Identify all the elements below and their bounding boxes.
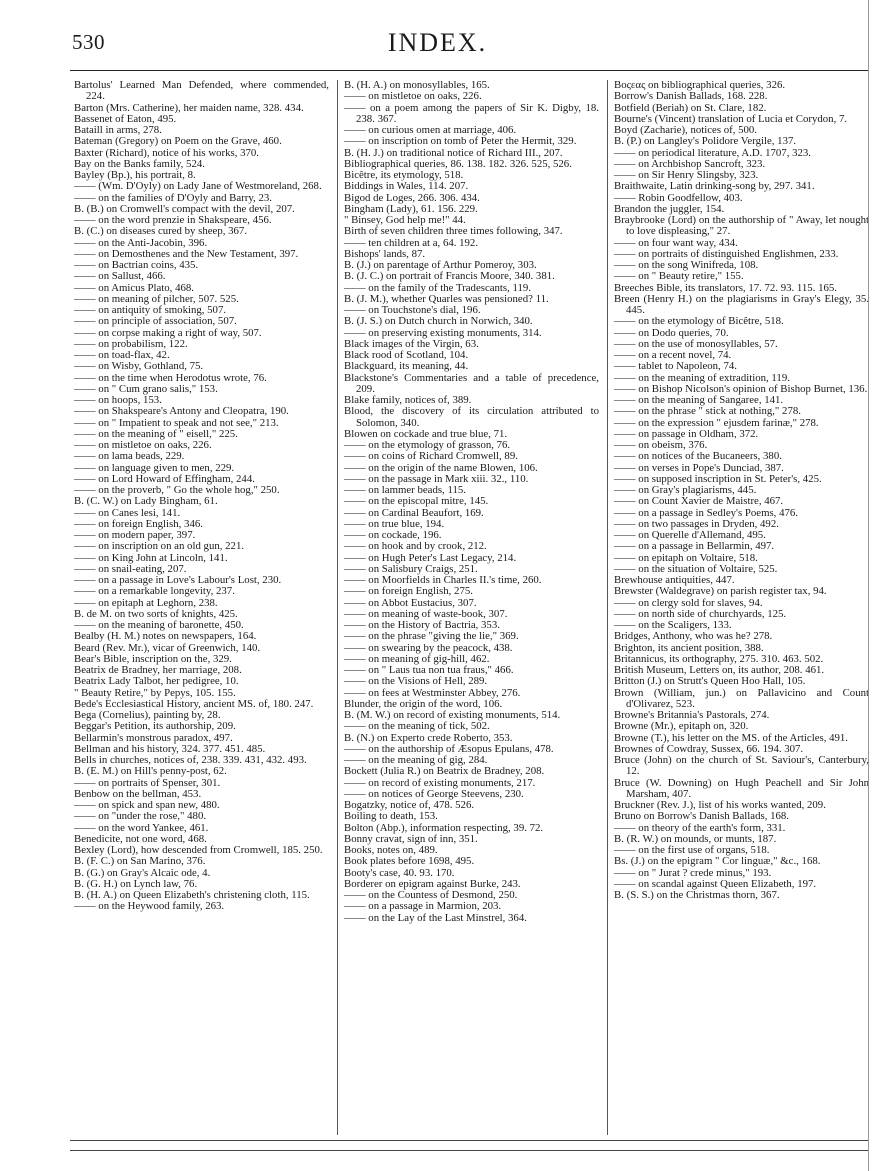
index-entry: —— on curious omen at marriage, 406. [344, 124, 517, 136]
index-entry: Bear's Bible, inscription on the, 329. [74, 652, 232, 665]
index-entry: —— on the families of D'Oyly and Barry, 23. [74, 191, 272, 204]
index-entry: —— on meaning of gig-hill, 462. [344, 652, 490, 665]
index-entry: B. (P.) on Langley's Polidore Vergile, 137. [614, 135, 797, 148]
index-entry: Biddings in Wales, 114. 207. [344, 180, 469, 193]
index-entry: —— on language given to men, 229. [74, 461, 235, 474]
index-entry: —— on Bishop Nicolson's opinion of Bishop Burnet, 136. [614, 382, 868, 395]
index-entry: —— on coins of Richard Cromwell, 89. [344, 450, 518, 463]
index-entry: —— on Dodo queries, 70. [614, 326, 729, 339]
index-entry: —— on fees at Westminster Abbey, 276. [344, 686, 521, 699]
index-entry: Bateman (Gregory) on Poem on the Grave, 460. [74, 135, 282, 148]
footer-rule-double [70, 1150, 869, 1151]
index-entry: B. (C. W.) on Lady Bingham, 61. [74, 495, 218, 508]
index-entry: Bridges, Anthony, who was he? 278. [614, 630, 773, 643]
index-columns [74, 80, 869, 1135]
index-entry: —— on Shakspeare's Antony and Cleopatra, 190. [74, 405, 289, 418]
index-entry: Birth of seven children three times following, 347. [344, 225, 563, 238]
index-entry: —— on Bactrian coins, 435. [74, 259, 199, 271]
index-entry: —— on cockade, 196. [344, 529, 442, 541]
index-entry: —— on the Lay of the Last Minstrel, 364. [344, 911, 527, 924]
index-entry: —— on Hugh Peter's Last Legacy, 214. [344, 551, 517, 564]
index-entry: Bonny cravat, sign of inn, 351. [344, 832, 478, 845]
index-entry: —— on Sallust, 466. [74, 270, 166, 283]
index-entry: —— on the meaning of tick, 502. [344, 720, 490, 733]
index-entry: —— on the phrase "giving the lie," 369. [344, 630, 519, 643]
index-entry: Brandon the juggler, 154. [614, 202, 725, 215]
index-entry: —— on " Beauty retire," 155. [614, 270, 744, 283]
index-entry: Beggar's Petition, its authorship, 209. [74, 720, 236, 733]
index-entry: Bega (Cornelius), painting by, 28. [74, 709, 221, 721]
index-entry: B. (M. W.) on record of existing monuments, 514. [344, 709, 561, 721]
index-entry: —— on Moorfields in Charles II.'s time, 260. [344, 574, 542, 586]
index-entry: Baxter (Richard), notice of his works, 370. [74, 146, 260, 159]
index-entry: Breen (Henry H.) on the plagiarisms in Gray's Elegy, 35. 445. [614, 292, 869, 316]
page-edge [868, 0, 875, 1171]
index-entry: —— on " Impatient to speak and not see," 213. [74, 416, 279, 429]
index-entry: Bigod de Loges, 266. 306. 434. [344, 191, 480, 204]
index-entry: Britannicus, its orthography, 275. 310. 463. 502. [614, 652, 824, 665]
index-entry: —— on clergy sold for slaves, 94. [614, 596, 763, 609]
index-entry: —— on " Jurat ? crede minus," 193. [614, 866, 772, 879]
index-entry: —— on the meaning of baronette, 450. [74, 619, 244, 631]
index-entry: —— on record of existing monuments, 217. [344, 776, 536, 789]
index-entry: —— on meaning of pilcher, 507. 525. [74, 292, 239, 305]
index-entry: —— on Archbishop Sancroft, 323. [614, 157, 766, 170]
index-entry: Bartolus' Learned Man Defended, where commended, 224. [74, 80, 329, 103]
index-entry: Book plates before 1698, 495. [344, 855, 475, 868]
index-entry: —— on mistletoe on oaks, 226. [74, 439, 212, 451]
index-entry: Brighton, its ancient position, 388. [614, 641, 764, 654]
index-entry: Breeches Bible, its translators, 17. 72. 93. 115. 165. [614, 281, 838, 294]
index-entry: B. (G. H.) on Lynch law, 76. [74, 877, 198, 890]
index-entry: —— on toad-flax, 42. [74, 349, 170, 361]
index-entry: B. (S. S.) on the Christmas thorn, 367. [614, 889, 780, 901]
index-entry: —— on obeism, 376. [614, 439, 708, 451]
index-entry: —— on theory of the earth's form, 331. [614, 821, 786, 834]
index-entry: —— on the Scaligers, 133. [614, 619, 732, 631]
index-entry: —— on the word Yankee, 461. [74, 821, 209, 834]
index-entry: —— on the word prenzie in Shakspeare, 456. [74, 214, 272, 226]
index-entry: —— on the origin of the name Blowen, 106. [344, 461, 538, 474]
index-entry: Brewhouse antiquities, 447. [614, 574, 735, 586]
index-entry: Braybrooke (Lord) on the authorship of " Away, let nought to love displeasing," 27. [614, 214, 869, 238]
index-entry: Books, notes on, 489. [344, 844, 438, 856]
index-entry: Bassenet of Eaton, 495. [74, 112, 177, 125]
index-entry: Bellman and his history, 324. 377. 451. 485. [74, 742, 266, 755]
index-entry: —— on lama beads, 229. [74, 450, 185, 463]
index-entry: Booty's case, 40. 93. 170. [344, 866, 455, 879]
index-entry: —— on portraits of distinguished Englishmen, 233. [614, 247, 839, 260]
index-entry: —— on foreign English, 275. [344, 585, 473, 598]
index-entry: Bells in churches, notices of, 238. 339. 431, 432. 493. [74, 754, 307, 766]
index-entry: Beatrix de Bradney, her marriage, 208. [74, 664, 242, 676]
index-entry: —— on foreign English, 346. [74, 517, 203, 530]
index-entry: Boyd (Zacharie), notices of, 500. [614, 124, 758, 136]
index-entry: —— on the etymology of Bicêtre, 518. [614, 315, 784, 328]
index-entry: —— on notices of George Steevens, 230. [344, 787, 524, 800]
index-entry: Barton (Mrs. Catherine), her maiden name, 328. 434. [74, 101, 304, 114]
index-entry: —— on true blue, 194. [344, 517, 445, 530]
index-entry: B. (E. M.) on Hill's penny-post, 62. [74, 765, 227, 778]
index-entry: —— on epitaph at Leghorn, 238. [74, 596, 218, 609]
index-entry: Bockett (Julia R.) on Beatrix de Bradney, 208. [344, 765, 545, 778]
index-entry: —— on the Anti-Jacobin, 396. [74, 236, 208, 249]
index-entry: —— on north side of churchyards, 125. [614, 607, 787, 620]
index-entry: —— on mistletoe on oaks, 226. [344, 90, 482, 103]
index-entry: —— on the use of monosyllables, 57. [614, 337, 778, 350]
index-entry: Brownes of Cowdray, Sussex, 66. 194. 307. [614, 742, 804, 755]
index-entry: Bay on the Banks family, 524. [74, 157, 205, 170]
index-entry: —— on the Visions of Hell, 289. [344, 675, 488, 688]
index-entry: —— on Wisby, Gothland, 75. [74, 360, 204, 373]
index-entry: —— on principle of association, 507. [74, 315, 237, 328]
index-entry: B. (J.) on parentage of Arthur Pomeroy, 303. [344, 259, 537, 271]
index-entry: Benedicite, not one word, 468. [74, 832, 207, 845]
index-entry: —— on hoops, 153. [74, 394, 162, 406]
index-entry: Black images of the Virgin, 63. [344, 337, 479, 350]
index-entry: —— on the situation of Voltaire, 525. [614, 562, 778, 575]
index-entry: Bourne's (Vincent) translation of Lucia et Corydon, 7. [614, 112, 848, 125]
index-entry: —— on the first use of organs, 518. [614, 844, 770, 856]
index-entry: —— on Salisbury Craigs, 251. [344, 562, 478, 575]
index-entry: —— on scandal against Queen Elizabeth, 197. [614, 877, 817, 890]
index-entry: Bayley (Bp.), his portrait, 8. [74, 169, 196, 181]
index-entry: —— on a remarkable longevity, 237. [74, 585, 235, 598]
index-entry: —— on periodical literature, A.D. 1707, 323. [614, 146, 812, 159]
index-entry: Bicêtre, its etymology, 518. [344, 169, 464, 181]
index-entry: Browne's Britannia's Pastorals, 274. [614, 709, 770, 721]
index-entry: Bogatzky, notice of, 478. 526. [344, 799, 475, 811]
index-entry: —— on a recent novel, 74. [614, 349, 732, 361]
index-entry: B. (B.) on Cromwell's compact with the devil, 207. [74, 202, 295, 215]
index-entry: Bruno on Borrow's Danish Ballads, 168. [614, 810, 789, 823]
index-entry: Britton (J.) on Strutt's Queen Hoo Hall, 105. [614, 675, 806, 688]
index-entry: —— on a passage in Love's Labour's Lost, 230. [74, 574, 282, 586]
index-entry: Bellarmin's monstrous paradox, 497. [74, 731, 233, 744]
index-entry: —— on the time when Herodotus wrote, 76. [74, 371, 267, 384]
index-entry: —— on corpse making a right of way, 507. [74, 326, 262, 339]
index-entry: —— on the History of Bactria, 353. [344, 619, 500, 631]
index-entry: " Beauty Retire," by Pepys, 105. 155. [74, 686, 236, 699]
index-entry: —— on the Countess of Desmond, 250. [344, 889, 518, 901]
index-entry: —— on "under the rose," 480. [74, 810, 207, 823]
index-entry: —— on Count Xavier de Maistre, 467. [614, 495, 784, 508]
index-entry: —— on the song Winifreda, 108. [614, 259, 759, 271]
index-entry: —— on the meaning of extradition, 119. [614, 371, 790, 384]
index-entry: Brown (William, jun.) on Pallavicino and Count d'Olivarez, 523. [614, 686, 869, 710]
index-entry: Bruce (John) on the church of St. Saviour's, Canterbury, 12. [614, 754, 869, 778]
index-entry: Blunder, the origin of the word, 106. [344, 697, 503, 710]
page-number: 530 [72, 30, 105, 54]
index-entry: B. (C.) on diseases cured by sheep, 367. [74, 225, 248, 238]
index-entry: —— on lammer beads, 115. [344, 484, 466, 496]
index-entry: —— on the meaning of gig, 284. [344, 754, 488, 766]
index-entry: Beard (Rev. Mr.), vicar of Greenwich, 140. [74, 641, 261, 654]
index-entry: Borderer on epigram against Burke, 243. [344, 877, 521, 890]
footer-rule [70, 1140, 869, 1141]
index-entry: Botfield (Beriah) on St. Clare, 182. [614, 101, 767, 114]
index-entry: B. (J. C.) on portrait of Francis Moore, 340. 381. [344, 270, 555, 283]
index-entry: —— on probabilism, 122. [74, 337, 188, 350]
index-entry: Browne (T.), his letter on the MS. of the Articles, 491. [614, 731, 848, 744]
index-entry: B. (H. J.) on traditional notice of Richard III., 207. [344, 146, 563, 159]
index-entry: Bishops' lands, 87. [344, 247, 426, 260]
index-entry: —— (Wm. D'Oyly) on Lady Jane of Westmoreland, 268. [74, 180, 322, 193]
index-entry: —— on supposed inscription in St. Peter's, 425. [614, 472, 822, 485]
index-entry: —— on the episcopal mitre, 145. [344, 495, 489, 508]
index-entry: Bexley (Lord), how descended from Cromwell, 185. 250. [74, 844, 323, 856]
index-entry: —— on the phrase " stick at nothing," 278. [614, 405, 801, 418]
index-entry: Black rood of Scotland, 104. [344, 349, 469, 361]
index-entry: —— on Lord Howard of Effingham, 244. [74, 472, 255, 485]
index-entry: —— on notices of the Bucaneers, 380. [614, 450, 782, 463]
index-entry: —— on inscription on an old gun, 221. [74, 540, 245, 553]
index-entry: —— on verses in Pope's Dunciad, 387. [614, 461, 784, 474]
index-entry: —— on preserving existing monuments, 314. [344, 326, 542, 339]
index-entry: —— on " Cum grano salis," 153. [74, 382, 218, 395]
index-entry: —— on a passage in Marmion, 203. [344, 900, 502, 913]
index-entry: —— on the meaning of Sangaree, 141. [614, 394, 784, 406]
index-entry: Bataill in arms, 278. [74, 124, 162, 136]
index-column-left [74, 80, 329, 1135]
index-entry: —— on Gray's plagiarisms, 445. [614, 484, 757, 496]
index-entry: Βοςεας on bibliographical queries, 326. [614, 80, 786, 91]
index-entry: Braithwaite, Latin drinking-song by, 297. 341. [614, 180, 815, 193]
index-entry: British Museum, Letters on, its author, 208. 461. [614, 664, 825, 676]
index-entry: Bs. (J.) on the epigram " Cor linguæ," &c., 168. [614, 855, 821, 868]
index-entry: B. (G.) on Gray's Alcaic ode, 4. [74, 866, 211, 879]
index-entry: —— on spick and span new, 480. [74, 799, 220, 811]
index-entry: —— on four want way, 434. [614, 236, 738, 249]
index-entry: —— on the passage in Mark xiii. 32., 110. [344, 472, 529, 485]
index-entry: —— on the etymology of grasson, 76. [344, 439, 511, 451]
index-entry: Beatrix Lady Talbot, her pedigree, 10. [74, 675, 239, 688]
index-entry: —— on two passages in Dryden, 492. [614, 517, 779, 530]
index-entry: Blowen on cockade and true blue, 71. [344, 427, 508, 440]
index-entry: Bruckner (Rev. J.), list of his works wanted, 209. [614, 799, 826, 811]
index-entry: Browne (Mr.), epitaph on, 320. [614, 720, 749, 733]
index-entry: B. (J. S.) on Dutch church in Norwich, 340. [344, 315, 533, 328]
index-entry: —— on Querelle d'Allemand, 495. [614, 529, 766, 541]
index-entry: Blackstone's Commentaries and a table of precedence, 209. [344, 371, 599, 395]
index-entry: —— on Demosthenes and the New Testament, 397. [74, 247, 299, 260]
index-entry: Benbow on the bellman, 453. [74, 787, 202, 800]
index-entry: —— on swearing by the peacock, 438. [344, 641, 513, 654]
index-entry: —— on a poem among the papers of Sir K. Digby, 18. 238. 367. [344, 101, 599, 125]
index-entry: Blake family, notices of, 389. [344, 394, 472, 406]
index-entry: Boiling to death, 153. [344, 810, 438, 823]
index-entry: —— on the authorship of Æsopus Epulans, 478. [344, 742, 554, 755]
index-entry: —— on the Heywood family, 263. [74, 900, 225, 913]
index-entry: —— on snail-eating, 207. [74, 562, 187, 575]
index-entry: —— on Sir Henry Slingsby, 323. [614, 169, 759, 181]
index-entry: —— on Cardinal Beaufort, 169. [344, 506, 484, 519]
index-entry: B. (N.) on Experto crede Roberto, 353. [344, 731, 513, 744]
index-entry: —— on " Laus tua non tua fraus," 466. [344, 664, 514, 676]
index-entry: B. (J. M.), whether Quarles was pensioned? 11. [344, 292, 549, 305]
index-entry: B. (H. A.) on monosyllables, 165. [344, 80, 490, 91]
index-entry: —— on hook and by crook, 212. [344, 540, 487, 553]
index-entry: B. (R. W.) on mounds, or munts, 187. [614, 832, 777, 845]
index-entry: Bealby (H. M.) notes on newspapers, 164. [74, 630, 257, 643]
index-entry: B. (F. C.) on San Marino, 376. [74, 855, 206, 868]
index-entry: Borrow's Danish Ballads, 168. 228. [614, 90, 768, 103]
index-entry: —— on Amicus Plato, 468. [74, 281, 194, 294]
index-entry: —— on King John at Lincoln, 141. [74, 551, 228, 564]
index-entry: —— tablet to Napoleon, 74. [614, 360, 737, 373]
index-entry: " Binsey, God help me!" 44. [344, 214, 466, 226]
index-entry: Brewster (Waldegrave) on parish register tax, 94. [614, 585, 827, 598]
index-entry: Blood, the discovery of its circulation attributed to Solomon, 340. [344, 405, 599, 429]
index-entry: —— on the meaning of " eisell," 225. [74, 427, 238, 440]
index-entry: —— on antiquity of smoking, 507. [74, 304, 227, 316]
index-entry: —— on the expression " ejusdem farinæ," 278. [614, 416, 819, 429]
index-entry: —— on passage in Oldham, 372. [614, 427, 759, 440]
index-entry: Bibliographical queries, 86. 138. 182. 326. 525, 526. [344, 157, 572, 170]
index-entry: —— on a passage in Bellarmin, 497. [614, 540, 775, 553]
index-entry: —— on meaning of waste-book, 307. [344, 607, 508, 620]
index-column-middle [337, 80, 599, 1135]
index-entry: —— on the proverb, " Go the whole hog," 250. [74, 484, 280, 496]
index-entry: —— on a passage in Sedley's Poems, 476. [614, 506, 798, 519]
index-entry: Bolton (Abp.), information respecting, 39. 72. [344, 821, 544, 834]
page-title: INDEX. [387, 28, 488, 57]
index-entry: —— on modern paper, 397. [74, 529, 196, 541]
index-entry: Bede's Ecclesiastical History, ancient MS. of, 180. 247. [74, 697, 314, 710]
index-entry: —— on Abbot Eustacius, 307. [344, 596, 477, 609]
index-entry: —— on epitaph on Voltaire, 518. [614, 551, 758, 564]
index-entry: —— on inscription on tomb of Peter the Hermit, 329. [344, 135, 577, 148]
index-entry: Blackguard, its meaning, 44. [344, 360, 469, 373]
header-rule [70, 70, 869, 71]
index-entry: —— on Touchstone's dial, 196. [344, 304, 481, 316]
index-entry: Bruce (W. Downing) on Hugh Peachell and Sir John Marsham, 407. [614, 776, 869, 800]
index-entry: —— ten children at a, 64. 192. [344, 236, 479, 249]
index-entry: —— on the family of the Tradescants, 119. [344, 281, 532, 294]
index-entry: Bingham (Lady), 61. 156. 229. [344, 202, 478, 215]
index-entry: —— on Canes lesi, 141. [74, 506, 181, 519]
index-entry: B. (H. A.) on Queen Elizabeth's christening cloth, 115. [74, 889, 310, 901]
index-column-right [607, 80, 869, 1135]
index-entry: —— Robin Goodfellow, 403. [614, 191, 743, 204]
index-entry: B. de M. on two sorts of knights, 425. [74, 607, 238, 620]
index-entry: —— on portraits of Spenser, 301. [74, 776, 221, 789]
